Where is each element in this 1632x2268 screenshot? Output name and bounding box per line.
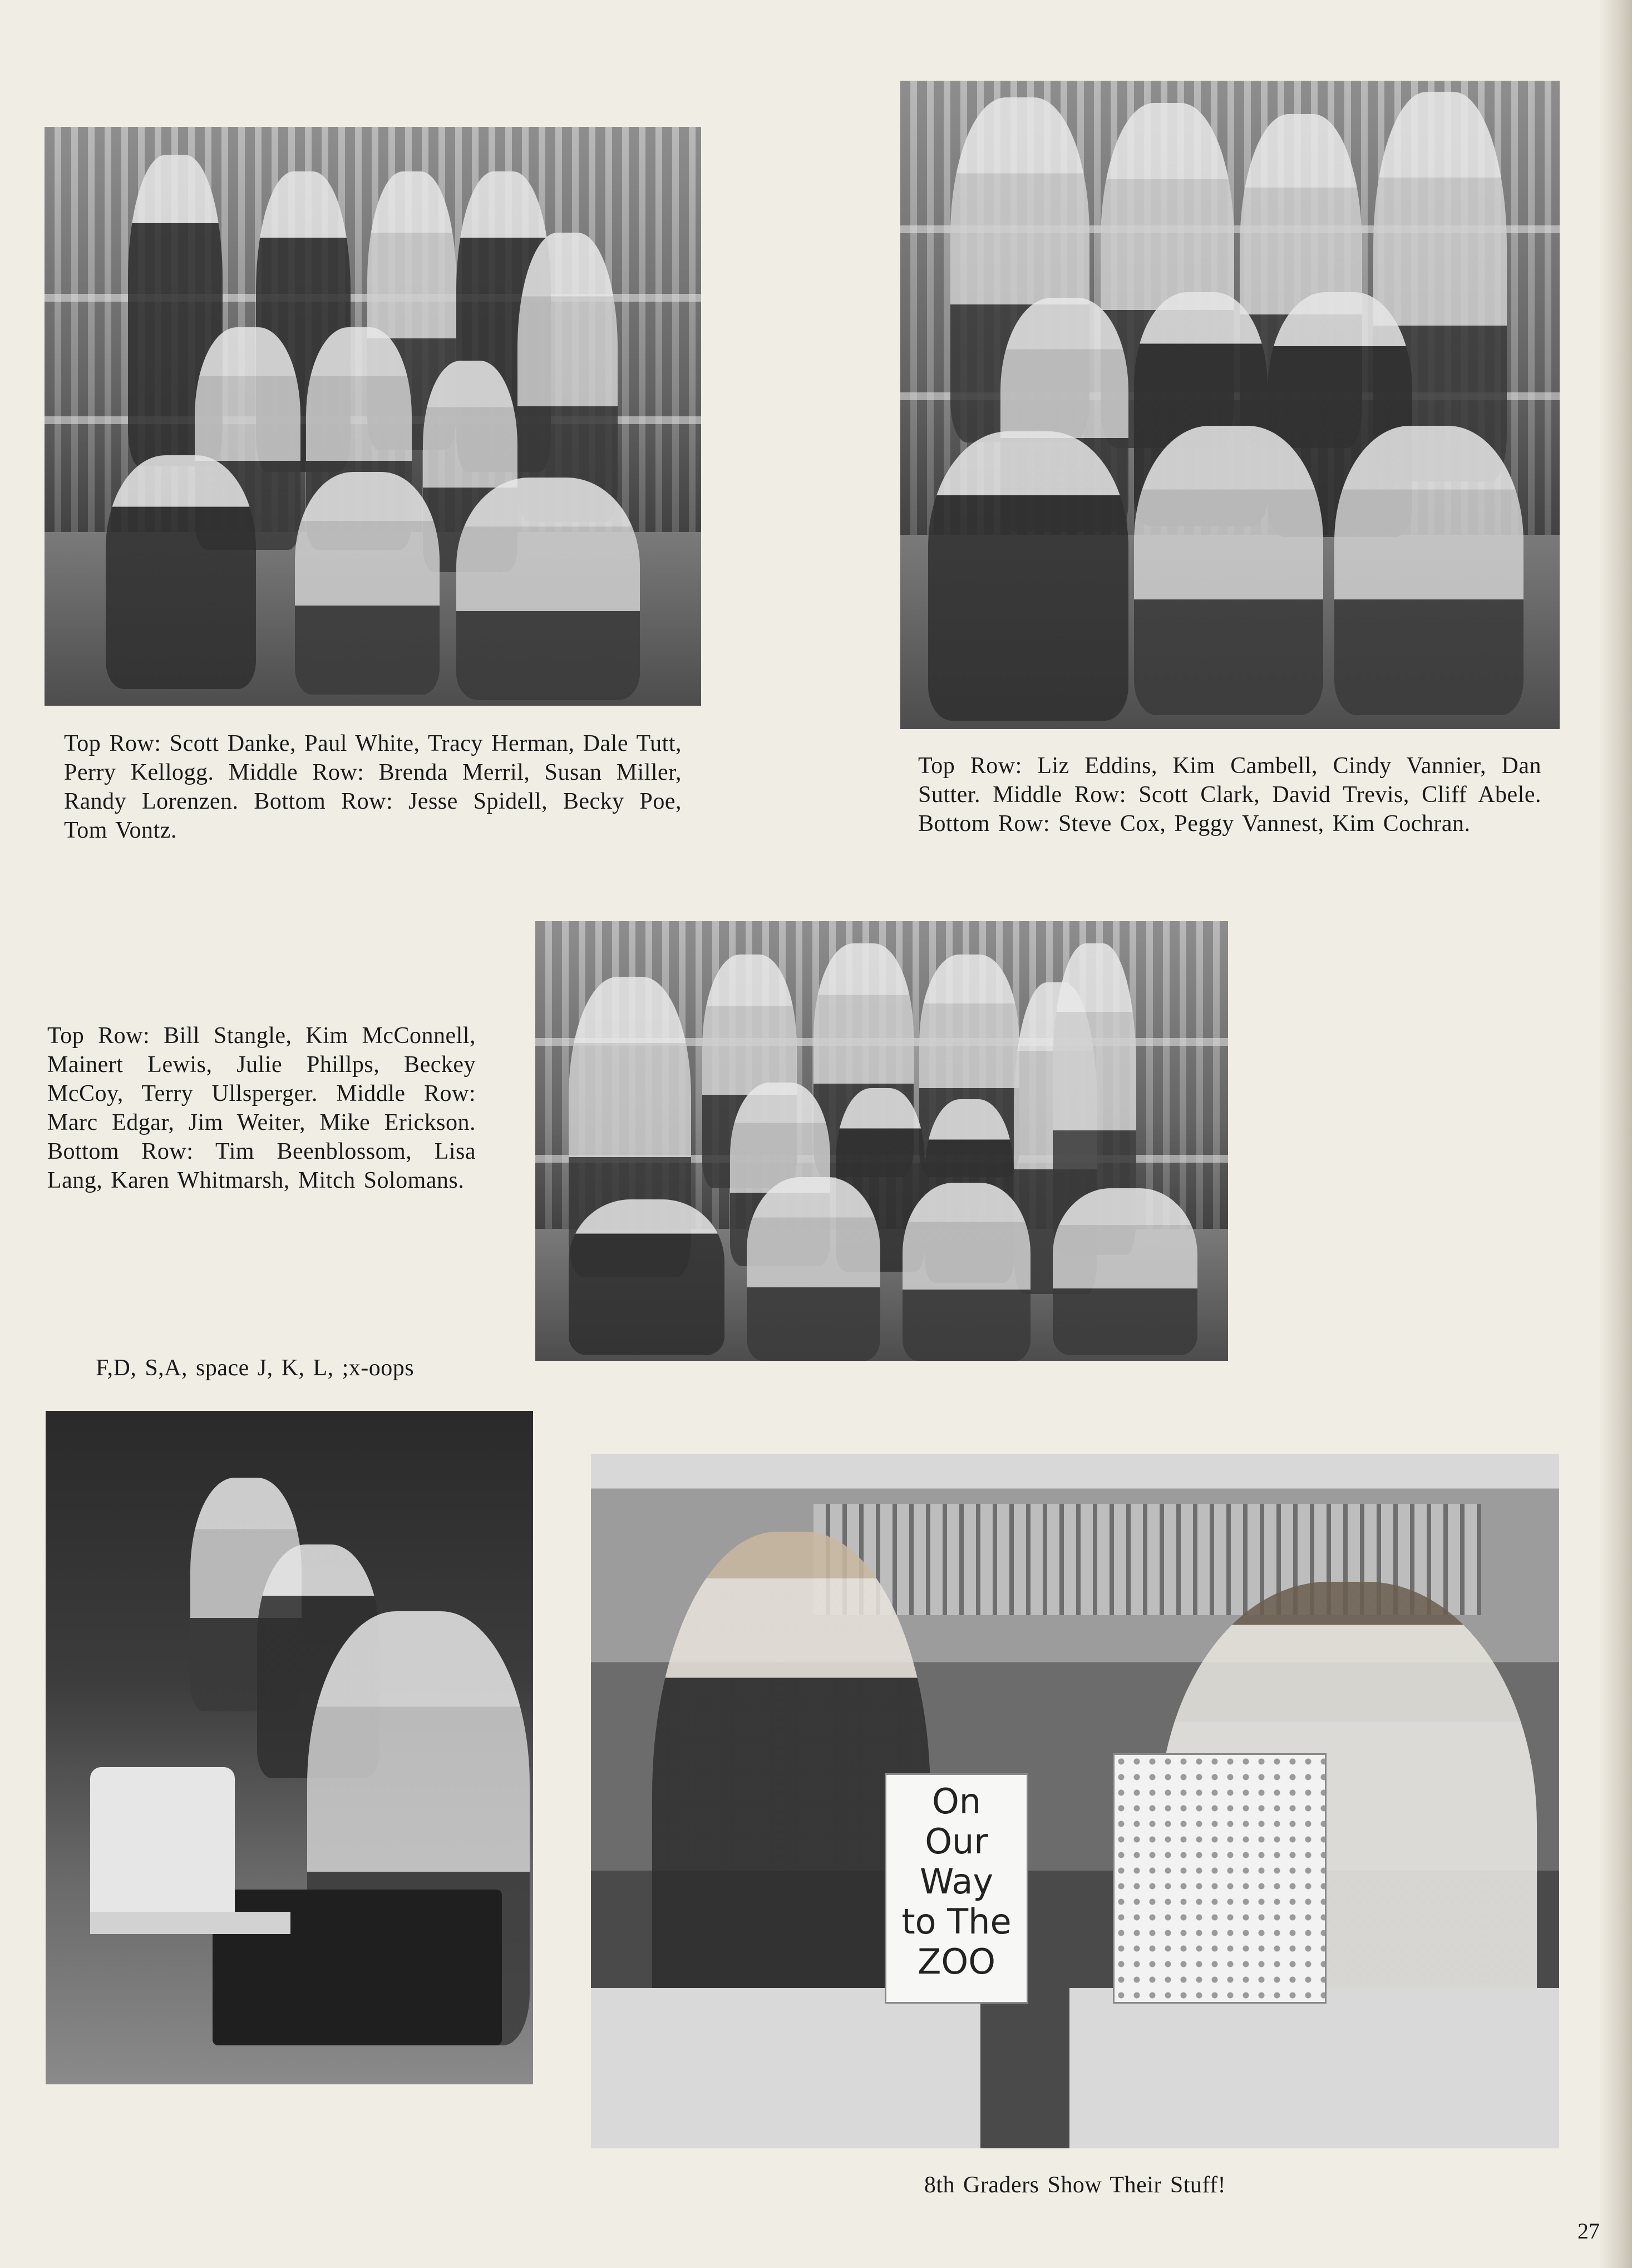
sign-line-3: Way — [919, 1861, 994, 1902]
group-photo-3-caption: Top Row: Bill Stangle, Kim McConnell, Mainert Lewis, Julie Phillps, Beckey McCoy, Terry Ullsperger. Middle Row: Marc Edgar, Jim Weiter, Mike Erickson. Bottom Row: Tim Beenblossom, Lisa Lang, Karen Whitmarsh, Mitch Solomans. — [47, 1023, 476, 1193]
group-photo-3 — [535, 921, 1228, 1361]
group-photo-2 — [900, 81, 1560, 729]
group-photo-1 — [45, 127, 701, 706]
group-photo-2-caption: Top Row: Liz Eddins, Kim Cambell, Cindy Vannier, Dan Sutter. Middle Row: Scott Clark, David Trevis, Cliff Abele. Bottom Row: Steve Cox, Peggy Vannest, Kim Cochran. — [918, 753, 1541, 837]
eighth-graders-caption: 8th Graders Show Their Stuff! — [924, 2172, 1226, 2198]
sign-line-1: On — [931, 1781, 982, 1822]
page-edge — [1599, 0, 1632, 2268]
sign-line-5: ZOO — [917, 1941, 996, 1982]
typing-class-photo — [46, 1411, 533, 2084]
sign-line-2: Our — [925, 1821, 988, 1862]
zoo-sign — [885, 1773, 1028, 2004]
sign-line-4: to The — [901, 1901, 1012, 1942]
group-photo-1-caption: Top Row: Scott Danke, Paul White, Tracy Herman, Dale Tutt, Perry Kellogg. Middle Row: Brenda Merril, Susan Miller, Randy Lorenzen. Bottom Row: Jesse Spidell, Becky Poe, Tom Vontz. — [64, 731, 682, 843]
patterned-book-cover — [1113, 1753, 1327, 2004]
eighth-graders-photo — [591, 1454, 1559, 2148]
typing-caption: F,D, S,A, space J, K, L, ;x-oops — [96, 1355, 415, 1381]
page-number: 27 — [1577, 2218, 1600, 2244]
